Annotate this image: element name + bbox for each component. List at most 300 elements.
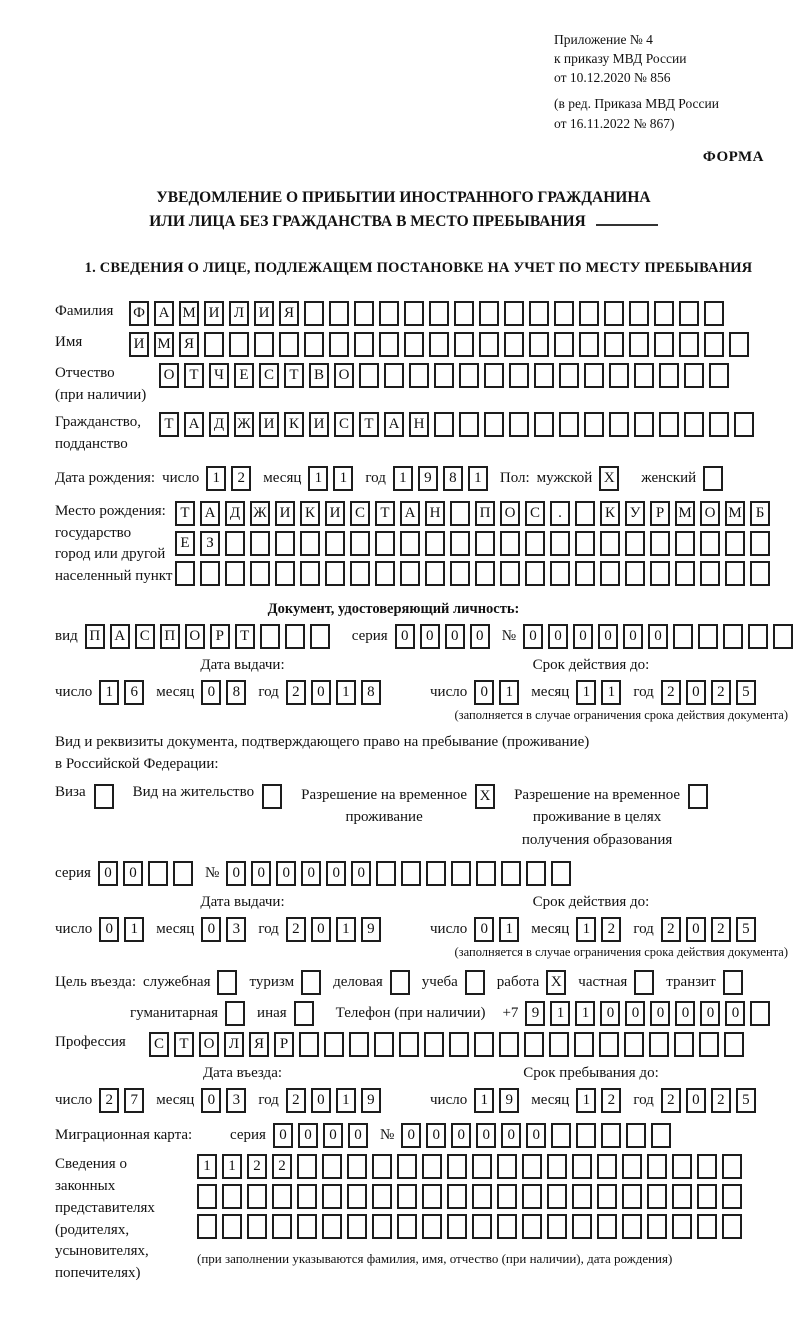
stay-day-cell[interactable]: 9 [499, 1088, 519, 1113]
doc-type-cell[interactable] [285, 624, 305, 649]
doc-type-cell[interactable]: С [135, 624, 155, 649]
givenname-cell[interactable] [554, 332, 574, 357]
patronymic-cell[interactable] [559, 363, 579, 388]
doc-number-cell[interactable] [773, 624, 793, 649]
surname-cell[interactable] [379, 301, 399, 326]
representatives-cell[interactable]: 1 [222, 1154, 242, 1179]
birthplace-cell[interactable] [225, 531, 245, 556]
phone-digit-cell[interactable]: 0 [625, 1001, 645, 1026]
representatives-cell[interactable] [547, 1154, 567, 1179]
givenname-cell[interactable] [404, 332, 424, 357]
birthplace-cell[interactable]: . [550, 501, 570, 526]
profession-cell[interactable] [499, 1032, 519, 1057]
birthplace-cell[interactable]: И [325, 501, 345, 526]
doc1-issue-day-cell[interactable]: 1 [99, 680, 119, 705]
representatives-cell[interactable] [622, 1184, 642, 1209]
surname-cell[interactable]: Я [279, 301, 299, 326]
representatives-cell[interactable] [597, 1154, 617, 1179]
profession-cell[interactable] [624, 1032, 644, 1057]
representatives-cell[interactable] [397, 1154, 417, 1179]
givenname-cell[interactable] [604, 332, 624, 357]
surname-cell[interactable] [654, 301, 674, 326]
representatives-cell[interactable] [422, 1154, 442, 1179]
permit-number-cell[interactable] [401, 861, 421, 886]
phone-digit-cell[interactable]: 9 [525, 1001, 545, 1026]
entry-month-cell[interactable]: 0 [201, 1088, 221, 1113]
surname-cell[interactable] [579, 301, 599, 326]
representatives-cell[interactable] [397, 1214, 417, 1239]
permit-series-cell[interactable]: 0 [98, 861, 118, 886]
givenname-cell[interactable] [354, 332, 374, 357]
surname-cell[interactable]: И [254, 301, 274, 326]
representatives-cell[interactable] [672, 1214, 692, 1239]
representatives-cell[interactable] [247, 1214, 267, 1239]
patronymic-cell[interactable]: Т [184, 363, 204, 388]
birthplace-cell[interactable] [750, 561, 770, 586]
citizenship-cell[interactable]: С [334, 412, 354, 437]
birth-day-cell[interactable]: 1 [206, 466, 226, 491]
profession-cell[interactable] [699, 1032, 719, 1057]
migcard-number-cell[interactable] [651, 1123, 671, 1148]
surname-cell[interactable] [679, 301, 699, 326]
doc-type-cell[interactable] [310, 624, 330, 649]
representatives-cell[interactable] [297, 1214, 317, 1239]
birthplace-cell[interactable] [650, 561, 670, 586]
birth-month-cell[interactable]: 1 [333, 466, 353, 491]
representatives-cell[interactable] [522, 1184, 542, 1209]
migcard-number-cell[interactable] [576, 1123, 596, 1148]
citizenship-cell[interactable] [709, 412, 729, 437]
birthplace-cell[interactable] [425, 531, 445, 556]
representatives-cell[interactable] [447, 1154, 467, 1179]
phone-digit-cell[interactable]: 1 [575, 1001, 595, 1026]
representatives-cell[interactable]: 1 [197, 1154, 217, 1179]
representatives-cell[interactable] [322, 1184, 342, 1209]
representatives-cell[interactable] [372, 1214, 392, 1239]
permit-number-cell[interactable] [426, 861, 446, 886]
givenname-cell[interactable] [229, 332, 249, 357]
entry-year-cell[interactable]: 0 [311, 1088, 331, 1113]
patronymic-cell[interactable] [359, 363, 379, 388]
patronymic-cell[interactable] [609, 363, 629, 388]
birth-year-cell[interactable]: 8 [443, 466, 463, 491]
givenname-cell[interactable]: М [154, 332, 174, 357]
patronymic-cell[interactable] [534, 363, 554, 388]
patronymic-cell[interactable] [634, 363, 654, 388]
doc-number-cell[interactable]: 0 [623, 624, 643, 649]
permit-valid-year-cell[interactable]: 2 [661, 917, 681, 942]
representatives-cell[interactable] [347, 1184, 367, 1209]
givenname-cell[interactable] [379, 332, 399, 357]
profession-cell[interactable] [399, 1032, 419, 1057]
permit-number-cell[interactable] [501, 861, 521, 886]
rvp-checkbox-cell[interactable]: X [475, 784, 495, 809]
profession-cell[interactable] [549, 1032, 569, 1057]
doc1-valid-year-cell[interactable]: 0 [686, 680, 706, 705]
doc-number-cell[interactable] [748, 624, 768, 649]
birthplace-cell[interactable] [525, 531, 545, 556]
doc-number-cell[interactable]: 0 [598, 624, 618, 649]
citizenship-cell[interactable] [559, 412, 579, 437]
purpose-sluzhebnaya-checkbox-cell[interactable] [217, 970, 237, 995]
representatives-cell[interactable] [297, 1184, 317, 1209]
patronymic-cell[interactable] [659, 363, 679, 388]
permit-number-cell[interactable] [551, 861, 571, 886]
citizenship-cell[interactable] [734, 412, 754, 437]
surname-cell[interactable] [529, 301, 549, 326]
purpose-ucheba-checkbox-cell[interactable] [465, 970, 485, 995]
profession-cell[interactable]: О [199, 1032, 219, 1057]
surname-cell[interactable] [504, 301, 524, 326]
patronymic-cell[interactable] [709, 363, 729, 388]
purpose-tranzit-checkbox-cell[interactable] [723, 970, 743, 995]
representatives-cell[interactable] [372, 1184, 392, 1209]
doc1-issue-year-cell[interactable]: 1 [336, 680, 356, 705]
purpose-delovaya-checkbox-cell[interactable] [390, 970, 410, 995]
doc-series-cell[interactable]: 0 [420, 624, 440, 649]
birthplace-cell[interactable] [675, 531, 695, 556]
permit-number-cell[interactable] [451, 861, 471, 886]
surname-cell[interactable] [454, 301, 474, 326]
phone-digit-cell[interactable]: 0 [650, 1001, 670, 1026]
permit-issue-month-cell[interactable]: 0 [201, 917, 221, 942]
representatives-cell[interactable] [397, 1184, 417, 1209]
doc-number-cell[interactable] [673, 624, 693, 649]
doc-number-cell[interactable] [698, 624, 718, 649]
profession-cell[interactable] [449, 1032, 469, 1057]
citizenship-cell[interactable]: А [184, 412, 204, 437]
surname-cell[interactable]: А [154, 301, 174, 326]
birthplace-cell[interactable]: Р [650, 501, 670, 526]
patronymic-cell[interactable]: С [259, 363, 279, 388]
entry-month-cell[interactable]: 3 [226, 1088, 246, 1113]
doc-number-cell[interactable]: 0 [648, 624, 668, 649]
surname-cell[interactable] [629, 301, 649, 326]
patronymic-cell[interactable] [509, 363, 529, 388]
profession-cell[interactable] [674, 1032, 694, 1057]
representatives-cell[interactable] [622, 1214, 642, 1239]
surname-cell[interactable] [704, 301, 724, 326]
stay-year-cell[interactable]: 0 [686, 1088, 706, 1113]
birthplace-cell[interactable] [500, 531, 520, 556]
permit-valid-year-cell[interactable]: 2 [711, 917, 731, 942]
representatives-cell[interactable] [572, 1154, 592, 1179]
permit-series-cell[interactable] [173, 861, 193, 886]
birthplace-cell[interactable] [400, 561, 420, 586]
givenname-cell[interactable] [729, 332, 749, 357]
givenname-cell[interactable] [429, 332, 449, 357]
birthplace-cell[interactable]: П [475, 501, 495, 526]
birthplace-cell[interactable] [300, 531, 320, 556]
entry-year-cell[interactable]: 1 [336, 1088, 356, 1113]
birthplace-cell[interactable] [300, 561, 320, 586]
representatives-cell[interactable] [722, 1154, 742, 1179]
representatives-cell[interactable] [322, 1154, 342, 1179]
permit-issue-year-cell[interactable]: 0 [311, 917, 331, 942]
surname-cell[interactable] [354, 301, 374, 326]
representatives-cell[interactable] [497, 1214, 517, 1239]
doc1-issue-day-cell[interactable]: 6 [124, 680, 144, 705]
permit-number-cell[interactable] [376, 861, 396, 886]
givenname-cell[interactable] [654, 332, 674, 357]
representatives-cell[interactable] [672, 1154, 692, 1179]
profession-cell[interactable] [649, 1032, 669, 1057]
visa-checkbox-cell[interactable] [94, 784, 114, 809]
birthplace-cell[interactable]: У [625, 501, 645, 526]
citizenship-cell[interactable] [459, 412, 479, 437]
doc-type-cell[interactable]: А [110, 624, 130, 649]
birthplace-cell[interactable]: М [675, 501, 695, 526]
representatives-cell[interactable] [447, 1184, 467, 1209]
stay-year-cell[interactable]: 5 [736, 1088, 756, 1113]
birthplace-cell[interactable] [175, 561, 195, 586]
patronymic-cell[interactable] [484, 363, 504, 388]
citizenship-cell[interactable] [584, 412, 604, 437]
patronymic-cell[interactable]: Ч [209, 363, 229, 388]
representatives-cell[interactable] [347, 1154, 367, 1179]
citizenship-cell[interactable]: К [284, 412, 304, 437]
birthplace-cell[interactable] [575, 561, 595, 586]
doc1-valid-day-cell[interactable]: 0 [474, 680, 494, 705]
migcard-number-cell[interactable] [551, 1123, 571, 1148]
permit-number-cell[interactable]: 0 [251, 861, 271, 886]
permit-series-cell[interactable]: 0 [123, 861, 143, 886]
birthplace-cell[interactable] [350, 561, 370, 586]
profession-cell[interactable] [424, 1032, 444, 1057]
doc-type-cell[interactable] [260, 624, 280, 649]
entry-day-cell[interactable]: 2 [99, 1088, 119, 1113]
representatives-cell[interactable] [422, 1184, 442, 1209]
birthplace-cell[interactable] [375, 561, 395, 586]
profession-cell[interactable] [299, 1032, 319, 1057]
doc1-valid-year-cell[interactable]: 2 [711, 680, 731, 705]
permit-valid-month-cell[interactable]: 2 [601, 917, 621, 942]
birth-month-cell[interactable]: 1 [308, 466, 328, 491]
representatives-cell[interactable] [247, 1184, 267, 1209]
birthplace-cell[interactable] [450, 501, 470, 526]
citizenship-cell[interactable] [659, 412, 679, 437]
citizenship-cell[interactable] [534, 412, 554, 437]
doc-type-cell[interactable]: Т [235, 624, 255, 649]
givenname-cell[interactable] [504, 332, 524, 357]
representatives-cell[interactable] [497, 1184, 517, 1209]
birthplace-cell[interactable] [600, 561, 620, 586]
patronymic-cell[interactable] [434, 363, 454, 388]
birth-year-cell[interactable]: 9 [418, 466, 438, 491]
purpose-gumanitarnaya-checkbox-cell[interactable] [225, 1001, 245, 1026]
permit-issue-day-cell[interactable]: 1 [124, 917, 144, 942]
profession-cell[interactable] [599, 1032, 619, 1057]
citizenship-cell[interactable]: Т [159, 412, 179, 437]
birthplace-cell[interactable]: Т [375, 501, 395, 526]
profession-cell[interactable] [324, 1032, 344, 1057]
birthplace-cell[interactable] [275, 531, 295, 556]
permit-number-cell[interactable] [526, 861, 546, 886]
representatives-cell[interactable] [472, 1184, 492, 1209]
permit-valid-month-cell[interactable]: 1 [576, 917, 596, 942]
givenname-cell[interactable]: И [129, 332, 149, 357]
citizenship-cell[interactable] [609, 412, 629, 437]
representatives-cell[interactable] [197, 1184, 217, 1209]
migcard-series-cell[interactable]: 0 [323, 1123, 343, 1148]
phone-digit-cell[interactable]: 0 [600, 1001, 620, 1026]
representatives-cell[interactable] [372, 1154, 392, 1179]
surname-cell[interactable] [429, 301, 449, 326]
birthplace-cell[interactable] [225, 561, 245, 586]
sex-male-checkbox-cell[interactable]: X [599, 466, 619, 491]
surname-cell[interactable] [604, 301, 624, 326]
doc1-valid-month-cell[interactable]: 1 [601, 680, 621, 705]
representatives-cell[interactable] [447, 1214, 467, 1239]
doc-number-cell[interactable] [723, 624, 743, 649]
doc-number-cell[interactable]: 0 [523, 624, 543, 649]
doc1-valid-day-cell[interactable]: 1 [499, 680, 519, 705]
permit-number-cell[interactable] [476, 861, 496, 886]
birthplace-cell[interactable] [750, 531, 770, 556]
birthplace-cell[interactable] [475, 561, 495, 586]
representatives-cell[interactable] [522, 1214, 542, 1239]
representatives-cell[interactable] [347, 1214, 367, 1239]
representatives-cell[interactable] [597, 1214, 617, 1239]
representatives-cell[interactable] [697, 1154, 717, 1179]
patronymic-cell[interactable]: Т [284, 363, 304, 388]
birthplace-cell[interactable] [425, 561, 445, 586]
birthplace-cell[interactable]: О [500, 501, 520, 526]
migcard-number-cell[interactable]: 0 [476, 1123, 496, 1148]
givenname-cell[interactable] [304, 332, 324, 357]
permit-number-cell[interactable]: 0 [276, 861, 296, 886]
birthplace-cell[interactable] [575, 531, 595, 556]
migcard-series-cell[interactable]: 0 [273, 1123, 293, 1148]
givenname-cell[interactable] [479, 332, 499, 357]
birthplace-cell[interactable]: А [400, 501, 420, 526]
permit-series-cell[interactable] [148, 861, 168, 886]
profession-cell[interactable] [374, 1032, 394, 1057]
representatives-cell[interactable] [647, 1184, 667, 1209]
representatives-cell[interactable] [472, 1154, 492, 1179]
citizenship-cell[interactable] [684, 412, 704, 437]
birthplace-cell[interactable] [325, 561, 345, 586]
migcard-series-cell[interactable]: 0 [348, 1123, 368, 1148]
citizenship-cell[interactable]: И [309, 412, 329, 437]
permit-issue-year-cell[interactable]: 1 [336, 917, 356, 942]
givenname-cell[interactable] [629, 332, 649, 357]
entry-year-cell[interactable]: 2 [286, 1088, 306, 1113]
citizenship-cell[interactable] [509, 412, 529, 437]
surname-cell[interactable] [404, 301, 424, 326]
purpose-chastnaya-checkbox-cell[interactable] [634, 970, 654, 995]
purpose-rabota-checkbox-cell[interactable]: X [546, 970, 566, 995]
representatives-cell[interactable] [547, 1184, 567, 1209]
birthplace-cell[interactable] [625, 531, 645, 556]
birthplace-cell[interactable] [500, 561, 520, 586]
patronymic-cell[interactable]: О [159, 363, 179, 388]
citizenship-cell[interactable]: А [384, 412, 404, 437]
birthplace-cell[interactable] [200, 561, 220, 586]
profession-cell[interactable] [349, 1032, 369, 1057]
representatives-cell[interactable]: 2 [247, 1154, 267, 1179]
permit-issue-month-cell[interactable]: 3 [226, 917, 246, 942]
birthplace-cell[interactable]: Д [225, 501, 245, 526]
birth-day-cell[interactable]: 2 [231, 466, 251, 491]
permit-number-cell[interactable]: 0 [301, 861, 321, 886]
representatives-cell[interactable] [272, 1184, 292, 1209]
profession-cell[interactable]: С [149, 1032, 169, 1057]
surname-cell[interactable] [554, 301, 574, 326]
rvp-edu-checkbox-cell[interactable] [688, 784, 708, 809]
doc-series-cell[interactable]: 0 [470, 624, 490, 649]
surname-cell[interactable]: М [179, 301, 199, 326]
profession-cell[interactable]: Я [249, 1032, 269, 1057]
citizenship-cell[interactable]: Н [409, 412, 429, 437]
birthplace-cell[interactable] [600, 531, 620, 556]
birthplace-cell[interactable]: Н [425, 501, 445, 526]
phone-digit-cell[interactable] [750, 1001, 770, 1026]
doc-type-cell[interactable]: О [185, 624, 205, 649]
surname-cell[interactable] [304, 301, 324, 326]
representatives-cell[interactable] [572, 1184, 592, 1209]
birthplace-cell[interactable] [650, 531, 670, 556]
givenname-cell[interactable] [704, 332, 724, 357]
doc1-issue-month-cell[interactable]: 0 [201, 680, 221, 705]
doc1-valid-year-cell[interactable]: 5 [736, 680, 756, 705]
patronymic-cell[interactable]: О [334, 363, 354, 388]
representatives-cell[interactable] [297, 1154, 317, 1179]
birthplace-cell[interactable]: Б [750, 501, 770, 526]
patronymic-cell[interactable] [584, 363, 604, 388]
purpose-inaya-checkbox-cell[interactable] [294, 1001, 314, 1026]
surname-cell[interactable]: И [204, 301, 224, 326]
givenname-cell[interactable] [529, 332, 549, 357]
profession-cell[interactable]: Т [174, 1032, 194, 1057]
givenname-cell[interactable] [329, 332, 349, 357]
phone-digit-cell[interactable]: 0 [675, 1001, 695, 1026]
migcard-number-cell[interactable]: 0 [501, 1123, 521, 1148]
permit-number-cell[interactable]: 0 [226, 861, 246, 886]
representatives-cell[interactable] [522, 1154, 542, 1179]
permit-issue-year-cell[interactable]: 2 [286, 917, 306, 942]
profession-cell[interactable] [524, 1032, 544, 1057]
doc-series-cell[interactable]: 0 [445, 624, 465, 649]
patronymic-cell[interactable]: В [309, 363, 329, 388]
birthplace-cell[interactable]: Е [175, 531, 195, 556]
migcard-number-cell[interactable] [601, 1123, 621, 1148]
citizenship-cell[interactable] [484, 412, 504, 437]
birthplace-cell[interactable] [525, 561, 545, 586]
permit-valid-year-cell[interactable]: 0 [686, 917, 706, 942]
profession-cell[interactable] [474, 1032, 494, 1057]
doc1-issue-year-cell[interactable]: 8 [361, 680, 381, 705]
permit-issue-year-cell[interactable]: 9 [361, 917, 381, 942]
birthplace-cell[interactable] [275, 561, 295, 586]
birthplace-cell[interactable]: И [275, 501, 295, 526]
birthplace-cell[interactable] [375, 531, 395, 556]
patronymic-cell[interactable] [409, 363, 429, 388]
profession-cell[interactable] [724, 1032, 744, 1057]
patronymic-cell[interactable] [684, 363, 704, 388]
representatives-cell[interactable] [222, 1184, 242, 1209]
citizenship-cell[interactable]: И [259, 412, 279, 437]
phone-digit-cell[interactable]: 0 [725, 1001, 745, 1026]
surname-cell[interactable] [329, 301, 349, 326]
birthplace-cell[interactable] [475, 531, 495, 556]
representatives-cell[interactable] [697, 1214, 717, 1239]
entry-day-cell[interactable]: 7 [124, 1088, 144, 1113]
representatives-cell[interactable] [647, 1154, 667, 1179]
doc-number-cell[interactable]: 0 [548, 624, 568, 649]
residence-permit-checkbox-cell[interactable] [262, 784, 282, 809]
doc-series-cell[interactable]: 0 [395, 624, 415, 649]
